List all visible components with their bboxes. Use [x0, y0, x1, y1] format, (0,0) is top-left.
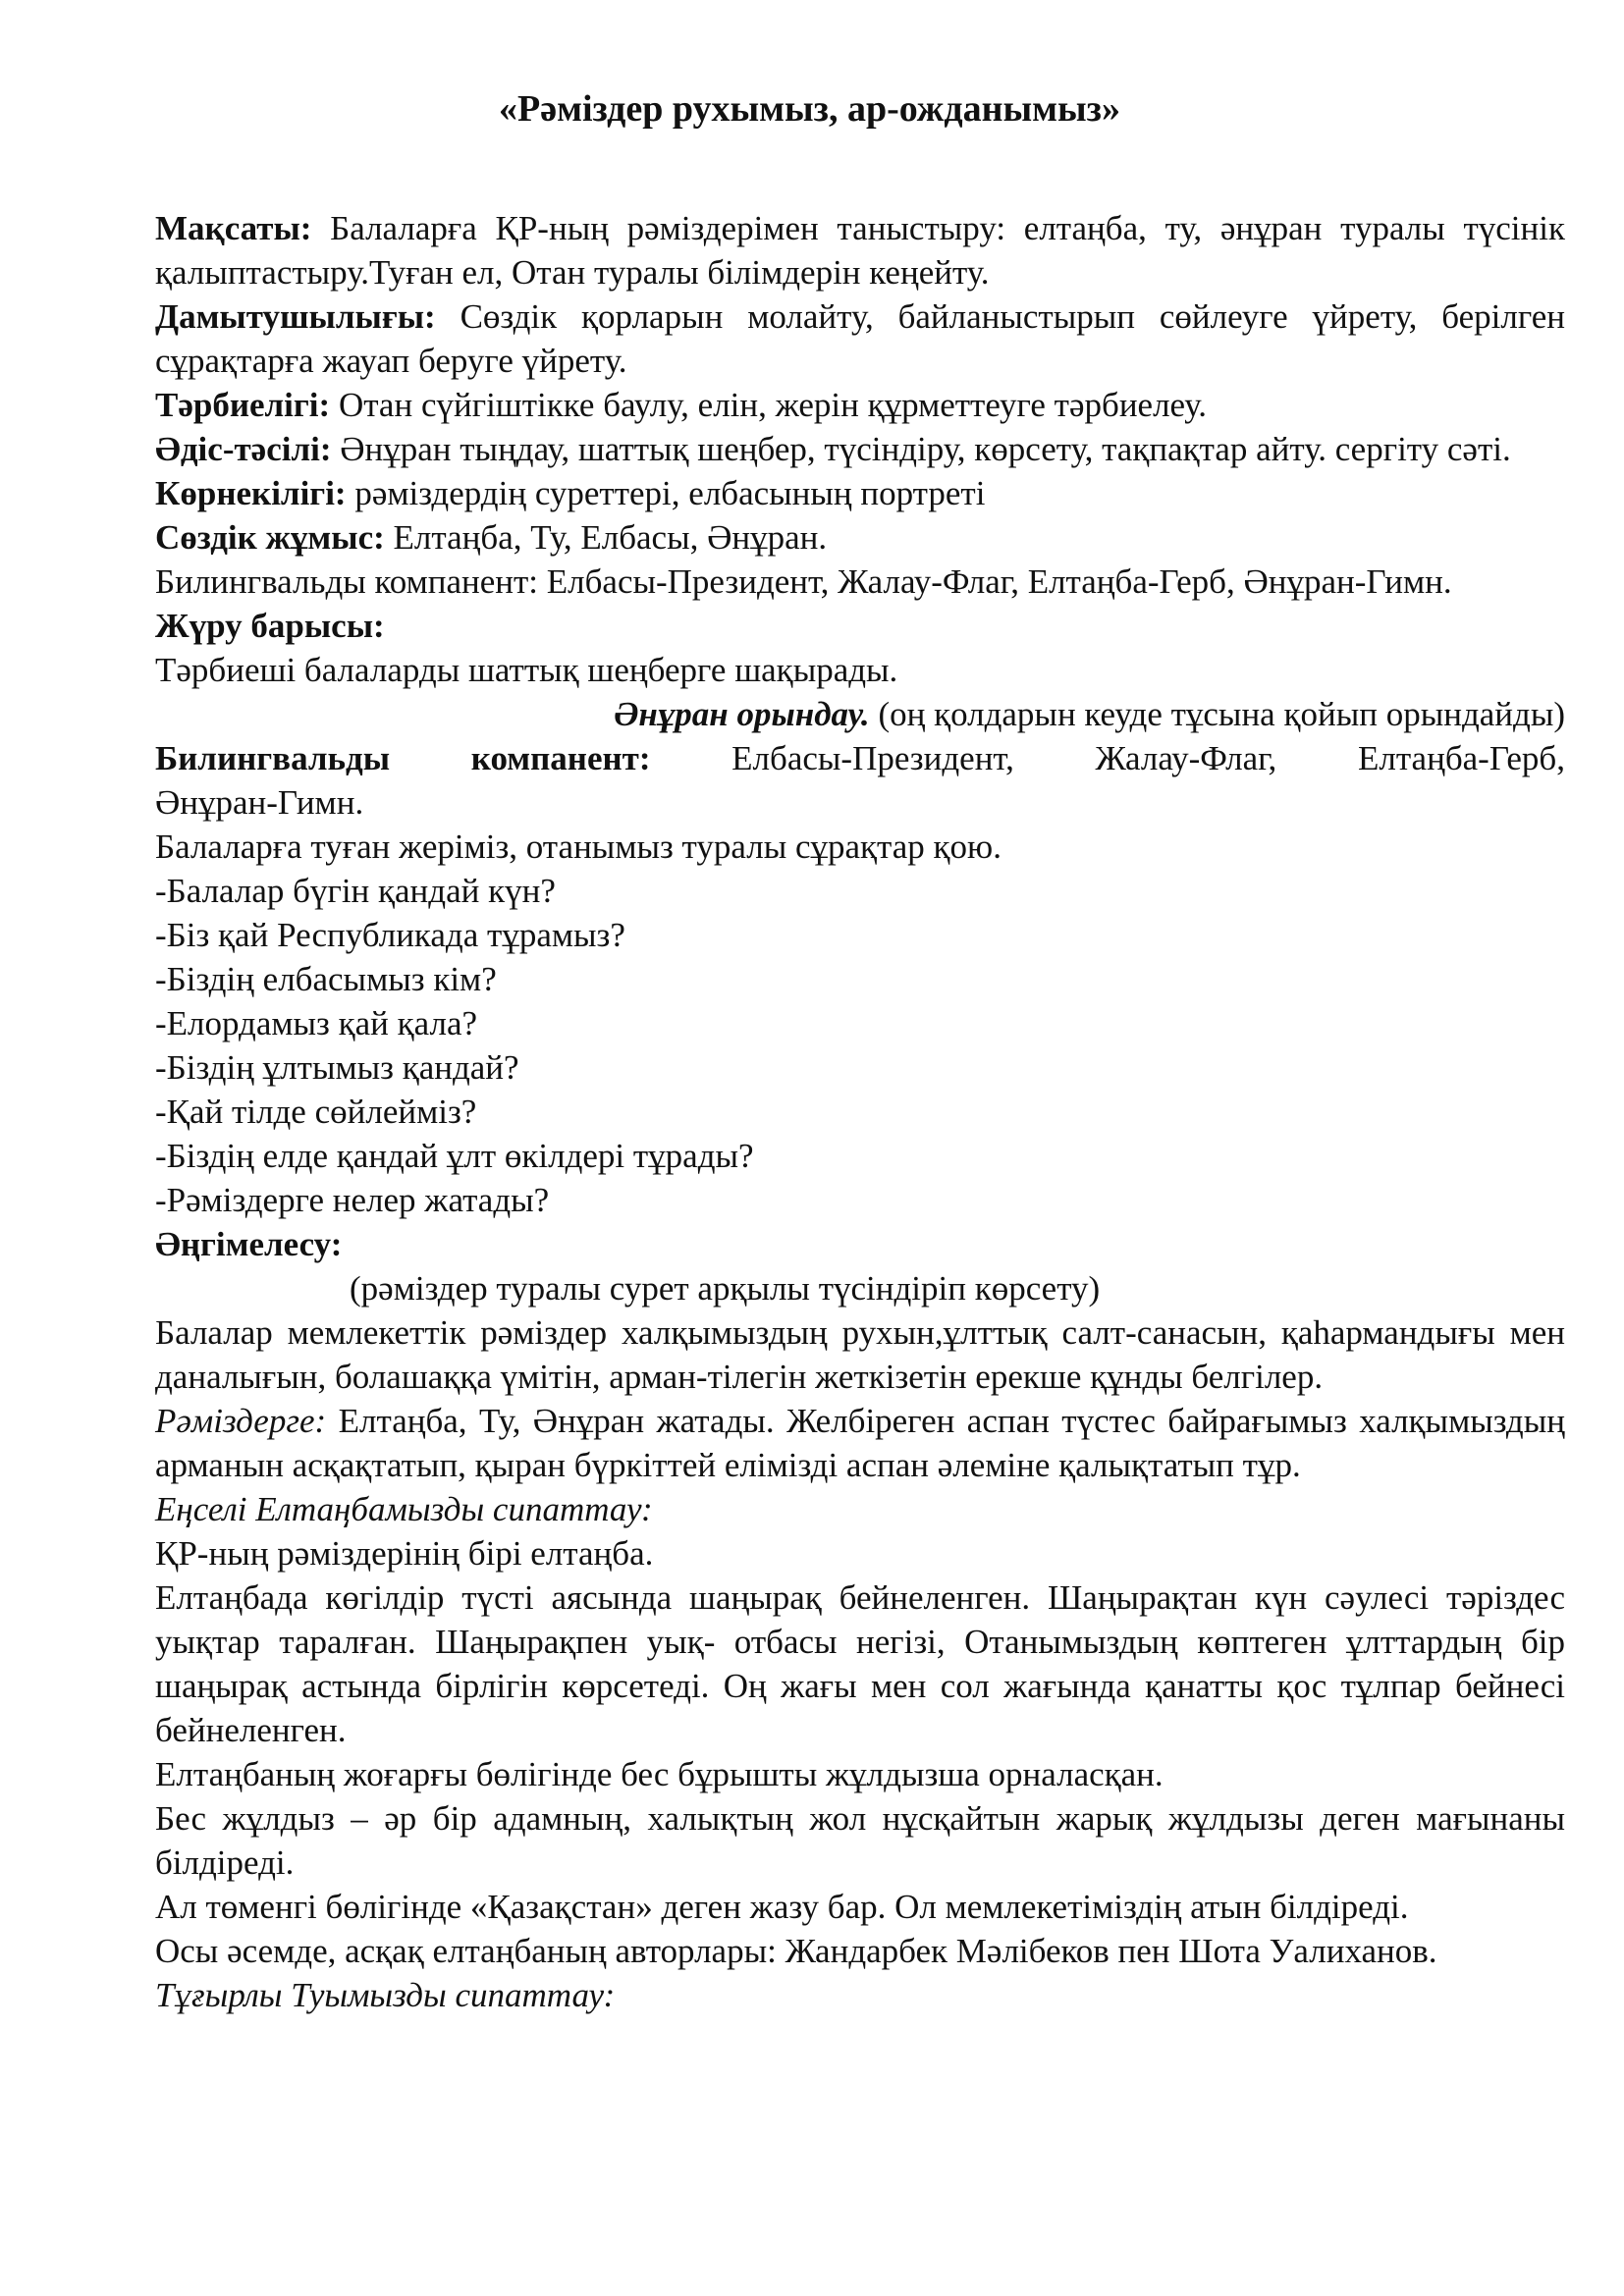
development-paragraph [155, 294, 1565, 383]
emblem-paragraph: Осы әсемде, асқақ елтаңбаның авторлары: Жандарбек Мәлібеков пен Шота Уалиханов. [155, 1932, 1437, 1970]
goal-label: Мақсаты: [155, 209, 312, 247]
symbols-paragraph: Балалар мемлекеттік рәміздер халқымыздың рухын,ұлттық салт-санасын, қаһармандығы мен даналығын, болашаққа үмітін, арман-тілегін жеткізетін ерекше құнды белгілер. [155, 1313, 1565, 1396]
methods-paragraph [155, 427, 1565, 471]
goal-paragraph [155, 206, 1565, 294]
bilingual-line-2 [155, 736, 1565, 780]
methods-label: Әдіс-тәсілі: [155, 430, 332, 468]
bilingual-item: Елтаңба-Герб, [1357, 739, 1565, 777]
vocabulary-label: Сөздік жұмыс: [155, 518, 385, 557]
methods-text: Әнұран тыңдау, шаттық шеңбер, түсіндіру, көрсету, тақпақтар айту. сергіту сәті. [331, 430, 1511, 468]
question-item: -Біздің елде қандай ұлт өкілдері тұрады? [155, 1137, 754, 1175]
conversation-heading: Әңгімелесу: [155, 1225, 343, 1263]
question-item: -Балалар бүгін қандай күн? [155, 872, 556, 910]
question-item: -Біздің ұлтымыз қандай? [155, 1048, 519, 1087]
question-item: -Біз қай Республикада тұрамыз? [155, 916, 625, 954]
bilingual-word-1: Билингвальды [155, 739, 391, 777]
visual-aids-text: рәміздердің суреттері, елбасының портреті [346, 474, 986, 512]
visual-aids-paragraph [155, 471, 1565, 515]
questions-intro: Балаларға туған жеріміз, отанымыз туралы сұрақтар қою. [155, 828, 1001, 866]
page-title: «Рәміздер рухымыз, ар-ожданымыз» [499, 88, 1120, 130]
questions-list [155, 869, 1565, 1222]
question-item: -Рәміздерге нелер жатады? [155, 1181, 550, 1219]
development-text: Сөздік қорларын молайту, байланыстырып сөйлеуге үйрету, берілген сұрақтарға жауап беруге үйрету. [155, 297, 1565, 380]
emblem-paragraph: Бес жұлдыз – әр бір адамның, халықтың жол нұсқайтын жарық жұлдызы деген мағынаны білдіреді. [155, 1799, 1565, 1882]
anthem-text: (оң қолдарын кеуде тұсына қойып орындайды) [869, 695, 1565, 733]
bilingual-item: Жалау-Флаг, [1095, 739, 1277, 777]
question-item: -Қай тілде сөйлейміз? [155, 1093, 477, 1131]
procedure-text: Тәрбиеші балаларды шаттық шеңберге шақырады. [155, 651, 898, 689]
emblem-paragraph: Ал төменгі бөлігінде «Қазақстан» деген жазу бар. Ол мемлекетіміздің атын білдіреді. [155, 1888, 1409, 1926]
flag-heading: Тұғырлы Туымызды сипаттау: [155, 1976, 616, 2014]
upbringing-label: Тәрбиелігі: [155, 386, 331, 424]
emblem-paragraph: ҚР-ның рәміздерінің бірі елтаңба. [155, 1534, 654, 1573]
question-item: -Елордамыз қай қала? [155, 1004, 478, 1042]
question-item: -Біздің елбасымыз кім? [155, 960, 497, 998]
visual-aids-label: Көрнекілігі: [155, 474, 347, 512]
upbringing-paragraph [155, 383, 1565, 427]
bilingual-word-2: компанент: [470, 739, 651, 777]
vocabulary-text: Елтаңба, Ту, Елбасы, Әнұран. [384, 518, 828, 557]
development-label: Дамытушылығы: [155, 297, 436, 336]
symbols-list-text: Елтаңба, Ту, Әнұран жатады. Желбіреген аспан түстес байрағымыз халқымыздың арманын асқақтатып, қыран бүркіттей елімізді аспан әлеміне қалықтатып тұр. [155, 1402, 1565, 1484]
goal-text: Балаларға ҚР-ның рәміздерімен таныстыру: елтаңба, ту, әнұран туралы түсінік қалыптастыру.Туған ел, Отан туралы білімдерін кеңейту. [155, 209, 1565, 292]
vocabulary-paragraph [155, 515, 1565, 560]
anthem-label: Әнұран орындау. [614, 695, 870, 733]
upbringing-text: Отан сүйгіштікке баулу, елін, жерін құрметтеуге тәрбиелеу. [330, 386, 1207, 424]
bilingual-item: Елбасы-Президент, [731, 739, 1014, 777]
emblem-heading: Еңселі Елтаңбамызды сипаттау: [155, 1490, 653, 1528]
anthem-line [155, 692, 1565, 736]
bilingual-paragraph: Билингвальды компанент: Елбасы-Президент, Жалау-Флаг, Елтаңба-Герб, Әнұран-Гимн. [155, 562, 1452, 601]
emblem-paragraph: Елтаңбада көгілдір түсті аясында шаңырақ бейнеленген. Шаңырақтан күн сәулесі тәріздес уықтар таралған. Шаңырақпен уық- отбасы негізі, Отанымыздың көптеген ұлттардың бір шаңырақ астында бірлігін көрсетеді. Оң жағы мен сол жағында қанатты қос тұлпар бейнесі бейнеленген. [155, 1578, 1565, 1749]
emblem-paragraph: Елтаңбаның жоғарғы бөлігінде бес бұрышты жұлдызша орналасқан. [155, 1755, 1164, 1793]
conversation-note: (рәміздер туралы сурет арқылы түсіндіріп көрсету) [350, 1269, 1101, 1308]
symbols-list-paragraph [155, 1399, 1565, 1487]
symbols-list-label: Рәміздерге: [155, 1402, 327, 1440]
procedure-heading: Жүру барысы: [155, 607, 385, 645]
bilingual-line-2-continued: Әнұран-Гимн. [155, 783, 364, 822]
